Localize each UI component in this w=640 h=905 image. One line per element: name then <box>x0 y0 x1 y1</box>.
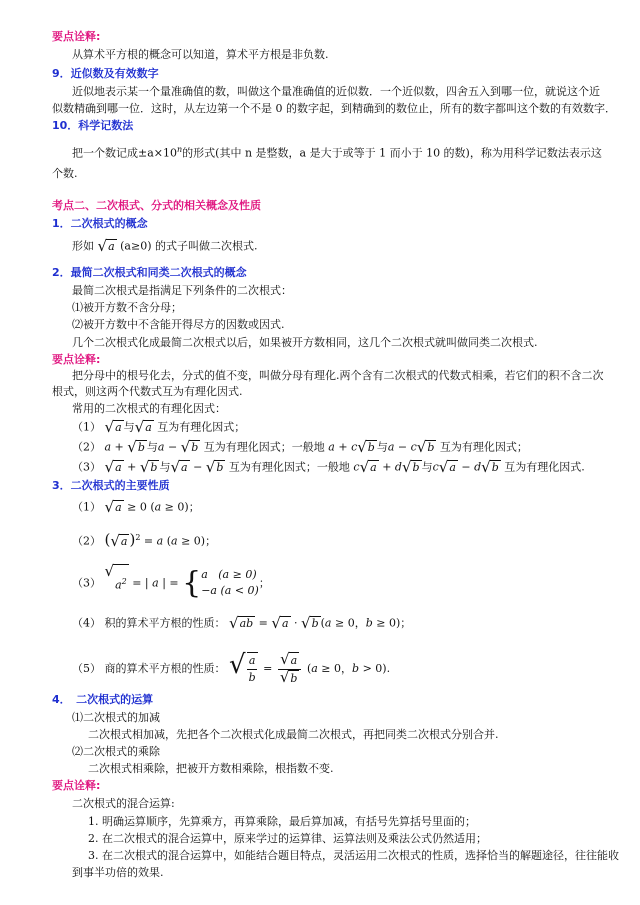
property-4: （4） 积的算术平方根的性质： √ ab = √ a · √ b (a ≥ 0，b ≥ 0)； <box>72 614 412 632</box>
mix-title: 二次根式的混合运算: <box>72 797 175 810</box>
mix-line2: 2. 在二次根式的混合运算中，原来学过的运算律、运算法则及乘法公式仍然适用； <box>88 832 487 845</box>
s2-line1: 最简二次根式是指满足下列条件的二次根式： <box>72 284 292 297</box>
property-2: （2） ( √ a )$^2$ = a (a ≥ 0)； <box>72 530 217 551</box>
mix-line3b: 到事半功倍的效果. <box>72 866 164 879</box>
note-label-1: 要点诠释: <box>52 30 101 43</box>
s2-line2: ⑴被开方数不含分母； <box>72 301 182 314</box>
note2-line2: 根式，则这两个代数式互为有理化因式. <box>52 385 243 398</box>
note-text-1: 从算术平方根的概念可以知道，算术平方根是非负数. <box>72 48 329 61</box>
mix-line3a: 3. 在二次根式的混合运算中，如能结合题目特点，灵活运用二次根式的性质，选择恰当的解题途径，往往能收 <box>88 849 619 862</box>
s1-title: 1．二次根式的概念 <box>52 217 148 230</box>
s1-line: 形如 √ a (a≥0) 的式子叫做二次根式. <box>72 237 258 255</box>
item10-line2: 个数. <box>52 167 78 180</box>
item9-line2: 似数精确到哪一位．这时，从左边第一个不是 0 的数字起，到精确到的数位止，所有的数字都叫这个数的有效数字． <box>52 102 616 115</box>
section2-title: 考点二、二次根式、分式的相关概念及性质 <box>52 199 261 212</box>
mix-line1: 1. 明确运算顺序，先算乘方，再算乘除，最后算加减，有括号先算括号里面的； <box>88 815 476 828</box>
rationalize-2: （2） a + √ b 与a − √ b 互为有理化因式；一般地 a + c √ b 与a − c √ b 互为有理化因式； <box>72 438 528 456</box>
s2-line4: 几个二次根式化成最简二次根式以后，如果被开方数相同，这几个二次根式就叫做同类二次根式. <box>72 336 538 349</box>
item10-line1: 把一个数记成$\pm a\times 10^n$的形式(其中 n 是整数，a 是大于或等于 1 而小于 10 的数)，称为用科学记数法表示这 <box>72 145 602 160</box>
property-3: （3） √ $a^2$ = | a | = { a (a ≥ 0) −a (a < 0) ； <box>72 564 270 603</box>
item9-title: 9．近似数及有效数字 <box>52 67 159 80</box>
s4-line1: ⑴二次根式的加减 <box>72 711 160 724</box>
s3-title: 3．二次根式的主要性质 <box>52 479 170 492</box>
s2-line3: ⑵被开方数中不含能开得尽方的因数或因式. <box>72 318 285 331</box>
note-label-2: 要点诠释: <box>52 353 101 366</box>
item9-line1: 近似地表示某一个量准确值的数，叫做这个量准确值的近似数．一个近似数，四舍五入到哪一位，就说这个近 <box>72 85 600 98</box>
note-label-3: 要点诠释: <box>52 779 101 792</box>
sqrt-a-expression: √ a <box>97 237 115 255</box>
s4-line3: ⑵二次根式的乘除 <box>72 745 160 758</box>
rationalize-1: （1） √ a 与 √ a 互为有理化因式； <box>72 418 246 436</box>
note2-line3: 常用的二次根式的有理化因式： <box>72 402 226 415</box>
note2-line1: 把分母中的根号化去，分式的值不变，叫做分母有理化.两个含有二次根式的代数式相乘，若它们的积不含二次 <box>72 369 604 382</box>
item10-title: 10．科学记数法 <box>52 119 134 132</box>
s4-line2: 二次根式相加减，先把各个二次根式化成最简二次根式，再把同类二次根式分别合并. <box>88 728 499 741</box>
s4-line4: 二次根式相乘除，把被开方数相乘除，根指数不变. <box>88 762 334 775</box>
s2-title: 2．最简二次根式和同类二次根式的概念 <box>52 266 247 279</box>
s4-title: 4． 二次根式的运算 <box>52 693 154 706</box>
property-5: （5） 商的算术平方根的性质： √ $\frac{a}{b}$ = √ a √ b (a ≥ 0，b > 0). <box>72 649 391 686</box>
rationalize-3: （3） √ a + √ b 与 √ a − √ b 互为有理化因式；一般地 c √ a + d √ b 与c √ a − d √ b 互为有理化因式. <box>72 458 585 476</box>
property-1: （1） √ a ≥ 0 (a ≥ 0)； <box>72 498 200 516</box>
